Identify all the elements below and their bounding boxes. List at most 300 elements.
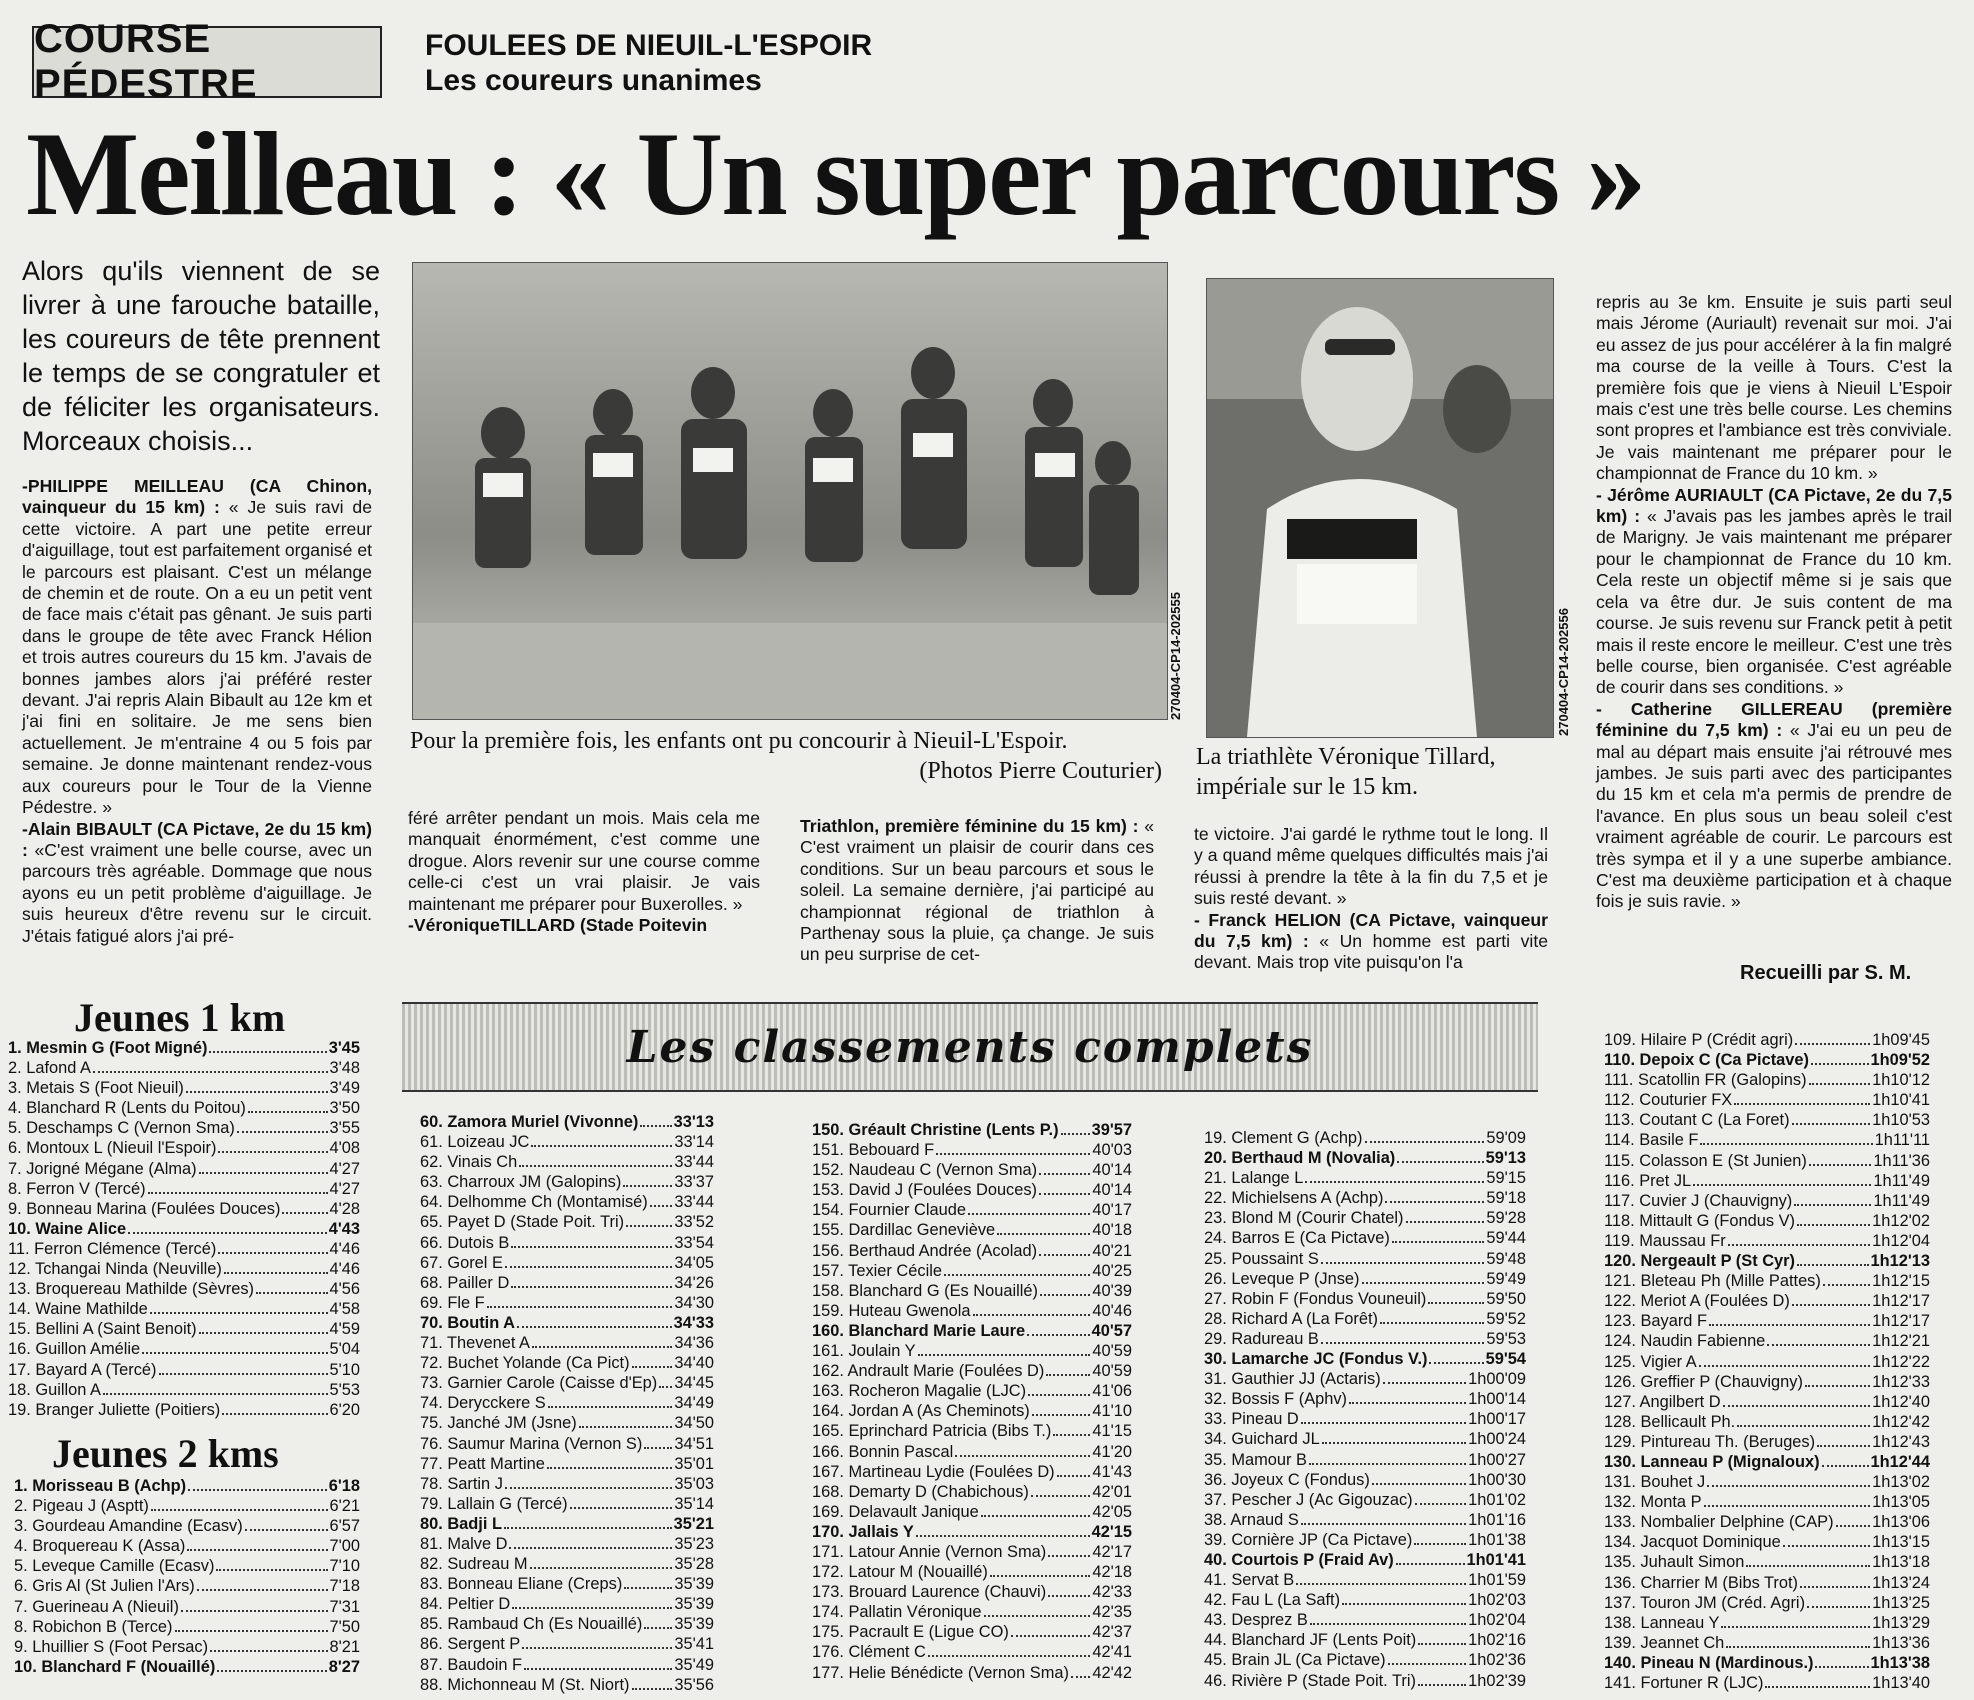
result-row [1204, 1590, 1526, 1610]
result-name: 1. Mesmin G (Foot Migné) [8, 1039, 208, 1057]
result-time: 3'49 [329, 1079, 360, 1098]
result-time: 59'54 [1485, 1350, 1526, 1369]
leader-dots [216, 1556, 327, 1571]
quote-meilleau: -PHILIPPE MEILLEAU (CA Chinon, vainqueur du 15 km) : « Je suis ravi de cette victoire. A part une petite erreur d'aiguillage, tout est parfaitement organisé et le parcours est plaisant. C'est un mélange de chemin et de route. On a eu un petit vent de face mais c'était pas gênant. Je suis parti dans le groupe de tête avec Franck Hélion et trois autres coureurs du 15 km. J'avais de bonnes jambes alors j'ai préféré rester devant. J'ai repris Alain Bibault au 12e km et j'ai fini en solitaire. Je me sens bien actuellement. Je m'entraine 4 ou 5 fois par semaine. Je donne maintenant rendez-vous aux coureurs pour le Tour de la Vienne Pédestre. » [22, 476, 372, 818]
leader-dots [632, 1675, 673, 1690]
result-name: 88. Michonneau M (St. Niort) [420, 1675, 630, 1694]
result-row [8, 1259, 360, 1279]
result-time: 1h13'18 [1872, 1553, 1930, 1572]
result-time: 40'21 [1092, 1241, 1132, 1260]
result-row [812, 1421, 1132, 1441]
result-name: 71. Thevenet A [420, 1334, 530, 1353]
result-time: 1h13'02 [1872, 1473, 1930, 1492]
leader-dots [548, 1393, 673, 1408]
result-time: 1h00'24 [1468, 1430, 1526, 1449]
result-row [8, 1239, 360, 1259]
result-row [1604, 1593, 1930, 1613]
result-name: 11. Ferron Clémence (Tercé) [8, 1239, 217, 1258]
leader-dots [199, 1159, 328, 1174]
result-time: 34'05 [674, 1253, 714, 1272]
leader-dots [210, 1637, 327, 1652]
result-row [1604, 1352, 1930, 1372]
leader-dots [197, 1576, 328, 1591]
result-time: 6'57 [329, 1517, 360, 1536]
result-row [420, 1454, 714, 1474]
result-time: 7'18 [329, 1577, 360, 1596]
result-row [420, 1413, 714, 1433]
result-row [1204, 1208, 1526, 1228]
result-name: 72. Buchet Yolande (Ca Pict) [420, 1354, 630, 1373]
result-row [420, 1634, 714, 1654]
result-row [1204, 1429, 1526, 1449]
result-time: 40'14 [1092, 1161, 1132, 1180]
leader-dots [626, 1212, 672, 1227]
result-row [1604, 1633, 1930, 1653]
result-row [1204, 1630, 1526, 1650]
photo-2-caption: La triathlète Véronique Tillard, impériale sur le 15 km. [1196, 744, 1496, 800]
result-row [1204, 1249, 1526, 1269]
result-name: 174. Pallatin Véronique [812, 1603, 982, 1622]
result-name: 23. Blond M (Courir Chatel) [1204, 1209, 1404, 1228]
result-name: 84. Peltier D [420, 1595, 511, 1614]
result-row [1204, 1128, 1526, 1148]
result-row [1604, 1613, 1930, 1633]
result-row [812, 1220, 1132, 1240]
result-row [1204, 1470, 1526, 1490]
result-time: 33'14 [674, 1133, 714, 1152]
result-name: 64. Delhomme Ch (Montamisé) [420, 1193, 648, 1212]
result-row [420, 1393, 714, 1413]
result-name: 44. Blanchard JF (Lents Poit) [1204, 1631, 1417, 1650]
result-row [1604, 1472, 1930, 1492]
result-time: 4'59 [329, 1320, 360, 1339]
leader-dots [981, 1502, 1091, 1517]
result-name: 133. Nombalier Delphine (CAP) [1604, 1513, 1834, 1532]
leader-dots [1380, 1309, 1484, 1324]
result-name: 8. Ferron V (Tercé) [8, 1179, 146, 1198]
results-title-jeunes-1km: Jeunes 1 km [74, 995, 286, 1040]
result-row [1604, 1452, 1930, 1472]
leader-dots [916, 1522, 1090, 1537]
result-row [1604, 1291, 1930, 1311]
leader-dots [218, 1138, 327, 1153]
result-time: 4'27 [329, 1159, 360, 1178]
result-name: 27. Robin F (Fondus Vouneuil) [1204, 1289, 1427, 1308]
result-row [420, 1373, 714, 1393]
result-time: 42'33 [1092, 1583, 1132, 1602]
leader-dots [509, 1534, 672, 1549]
result-name: 25. Poussaint S [1204, 1249, 1319, 1268]
result-time: 34'51 [674, 1434, 714, 1453]
result-name: 40. Courtois P (Fraid Av) [1204, 1550, 1394, 1569]
result-time: 1h12'13 [1870, 1252, 1930, 1271]
result-name: 66. Dutois B [420, 1233, 510, 1252]
result-time: 41'20 [1092, 1442, 1132, 1461]
result-name: 35. Mamour B [1204, 1450, 1307, 1469]
result-time: 34'45 [674, 1374, 714, 1393]
article-column-5: repris au 3e km. Ensuite je suis parti seul mais Jérome (Auriault) revenait sur moi. J'ai eu assez de jus pour accélérer à la fin malgré ma course de la veille à Tours. C'est la première fois que je viens à Nieuil L'Espoir mais c'est une très belle course. Les chemins sont propres et l'ambiance est très conviviale. Je vais maintenant me préparer pour le championnat de France du 10 km. » - Jérôme AURIAULT (CA Pictave, 2e du 7,5 km) : « J'avais pas les jambes après le trail de Marigny. Je vais maintenant me préparer pour le championnat de France du 10 km. Cela reste un objectif même si je sais que cela va être dur. Je suis content de ma course. Je suis revenu sur Franck petit à petit mais il reste encore le meilleur. C'est une très belle course, bien organisée. C'est agréable de courir dans ses conditions. » - Catherine GILLEREAU (première féminine du 7,5 km) : « J'ai eu un peu de mal au départ mais ensuite j'ai rétrouvé mes jambes. Je suis parti avec des participantes du 15 km et cela m'a permis de prendre de l'avance. En plus sous un beau soleil c'est vraiment agréable de courir. Le parcours est très sympa et il y a une superbe ambiance. C'est ma deuxième participation et à chaque fois je suis ravie. » [1596, 292, 1952, 912]
result-name: 4. Broquereau K (Assa) [14, 1537, 186, 1556]
result-row [420, 1253, 714, 1273]
article-column-4: te victoire. J'ai gardé le rythme tout le long. Il y a quand même quelques difficultés mais j'ai réussi à prendre la tête à la fin du 7,5 et je suis resté devant. » - Franck HELION (CA Pictave, vainqueur du 7,5 km) : « Un homme est parti vite devant. Mais trop vite puisqu'on l'a [1194, 824, 1549, 973]
result-name: 1. Morisseau B (Achp) [14, 1477, 187, 1495]
result-name: 85. Rambaud Ch (Es Nouaillé) [420, 1615, 643, 1634]
leader-dots [148, 1179, 328, 1194]
leader-dots [1061, 1120, 1090, 1135]
signature: Recueilli par S. M. [1740, 962, 1912, 984]
result-name: 67. Gorel E [420, 1253, 503, 1272]
leader-dots [517, 1313, 672, 1328]
results-banner: Les classements complets [402, 1002, 1538, 1092]
result-time: 59'13 [1485, 1149, 1526, 1168]
result-row [8, 1279, 360, 1299]
photo-1-reference: 270404-CP14-202555 [1168, 592, 1183, 720]
signature-tillard: -VéroniqueTILLARD (Stade Poitevin [408, 915, 708, 936]
result-name: 68. Pailler D [420, 1273, 510, 1292]
leader-dots [1039, 1180, 1090, 1195]
leader-dots [237, 1118, 328, 1133]
leader-dots [944, 1261, 1090, 1276]
leader-dots [1415, 1490, 1467, 1505]
result-name: 37. Pescher J (Ac Gigouzac) [1204, 1490, 1413, 1509]
result-name: 19. Clement G (Achp) [1204, 1129, 1363, 1147]
result-name: 113. Coutant C (La Foret) [1604, 1111, 1790, 1130]
section-label: COURSE PÉDESTRE [32, 26, 382, 98]
result-name: 17. Bayard A (Tercé) [8, 1360, 157, 1379]
leader-dots [530, 1554, 673, 1569]
result-row [1604, 1512, 1930, 1532]
result-row [1204, 1550, 1526, 1570]
leader-dots [150, 1299, 328, 1314]
leader-dots [1388, 1650, 1467, 1665]
leader-dots [936, 1140, 1090, 1155]
leader-dots [512, 1594, 672, 1609]
result-time: 1h01'41 [1466, 1550, 1526, 1569]
leader-dots [217, 1657, 326, 1672]
result-time: 34'36 [674, 1334, 714, 1353]
result-time: 1h01'02 [1468, 1490, 1526, 1509]
result-time: 1h12'33 [1872, 1372, 1930, 1391]
result-row [1204, 1188, 1526, 1208]
leader-dots [1709, 1311, 1870, 1326]
result-name: 116. Pret JL [1604, 1171, 1692, 1190]
result-time: 59'44 [1486, 1229, 1526, 1248]
result-time: 35'39 [674, 1615, 714, 1634]
result-row [1604, 1532, 1930, 1552]
result-name: 78. Sartin J [420, 1474, 503, 1493]
result-name: 128. Bellicault Ph. [1604, 1412, 1736, 1431]
result-time: 4'27 [329, 1179, 360, 1198]
result-row [14, 1516, 360, 1536]
result-row [8, 1199, 360, 1219]
leader-dots [1362, 1269, 1485, 1284]
result-time: 1h12'22 [1872, 1352, 1930, 1371]
result-name: 36. Joyeux C (Fondus) [1204, 1470, 1370, 1489]
result-name: 138. Lanneau Y [1604, 1613, 1720, 1632]
result-row [420, 1313, 714, 1333]
results-column-2 [420, 1112, 714, 1695]
result-row [812, 1241, 1132, 1261]
result-time: 1h13'24 [1872, 1573, 1930, 1592]
result-time: 39'57 [1091, 1121, 1132, 1139]
leader-dots [997, 1220, 1090, 1235]
leader-dots [1728, 1231, 1870, 1246]
result-row [420, 1192, 714, 1212]
result-row [8, 1138, 360, 1158]
result-time: 1h02'39 [1468, 1671, 1526, 1690]
result-time: 1h13'06 [1872, 1513, 1930, 1532]
result-row [1604, 1050, 1930, 1070]
result-time: 35'23 [674, 1534, 714, 1553]
leader-dots [175, 1617, 328, 1632]
result-row [812, 1482, 1132, 1502]
result-row [1204, 1289, 1526, 1309]
result-time: 4'58 [329, 1300, 360, 1319]
result-row [812, 1140, 1132, 1160]
result-row [420, 1534, 714, 1554]
result-time: 1h12'17 [1872, 1292, 1930, 1311]
result-row [812, 1321, 1132, 1341]
result-row [1604, 1673, 1930, 1693]
kicker-line-1: FOULEES DE NIEUIL-L'ESPOIR [425, 29, 873, 62]
result-time: 1h13'29 [1872, 1613, 1930, 1632]
result-row [812, 1502, 1132, 1522]
leader-dots [1693, 1171, 1871, 1186]
leader-dots [1746, 1552, 1870, 1567]
result-time: 59'52 [1486, 1309, 1526, 1328]
leader-dots [1767, 1331, 1870, 1346]
result-name: 127. Angilbert D [1604, 1392, 1721, 1411]
result-time: 40'59 [1092, 1342, 1132, 1361]
result-name: 38. Arnaud S [1204, 1510, 1299, 1529]
result-row [8, 1179, 360, 1199]
result-row [8, 1159, 360, 1179]
leader-dots [1027, 1321, 1089, 1336]
result-name: 112. Couturier FX [1604, 1091, 1733, 1110]
result-row [1204, 1490, 1526, 1510]
result-time: 4'08 [329, 1139, 360, 1158]
result-row [812, 1522, 1132, 1542]
result-row [420, 1675, 714, 1695]
result-time: 35'14 [674, 1494, 714, 1513]
leader-dots [990, 1562, 1091, 1577]
result-name: 173. Brouard Laurence (Chauvi) [812, 1583, 1047, 1602]
leader-dots [1406, 1208, 1485, 1223]
result-time: 1h12'15 [1872, 1272, 1930, 1291]
result-row [1604, 1130, 1930, 1150]
result-name: 115. Colasson E (St Junien) [1604, 1151, 1807, 1170]
result-time: 1h13'38 [1870, 1653, 1930, 1672]
result-time: 1h12'04 [1872, 1231, 1930, 1250]
leader-dots [1071, 1663, 1090, 1678]
leader-dots [1053, 1421, 1090, 1436]
leader-dots [1301, 1409, 1466, 1424]
result-name: 130. Lanneau P (Mignaloux) [1604, 1452, 1820, 1471]
result-name: 151. Bebouard F [812, 1141, 935, 1160]
leader-dots [1039, 1241, 1090, 1256]
result-time: 40'25 [1092, 1261, 1132, 1280]
leader-dots [1301, 1510, 1466, 1525]
result-row [420, 1273, 714, 1293]
result-time: 42'18 [1092, 1563, 1132, 1582]
result-row [1204, 1148, 1526, 1168]
photo-1-caption: Pour la première fois, les enfants ont pu concourir à Nieuil-L'Espoir. (Photos Pierre Couturier) [410, 728, 1162, 784]
leader-dots [1811, 1050, 1869, 1065]
result-name: 109. Hilaire P (Crédit agri) [1604, 1031, 1794, 1049]
result-time: 3'48 [329, 1059, 360, 1078]
leader-dots [1385, 1188, 1484, 1203]
results-column-4 [1204, 1128, 1526, 1691]
result-time: 40'46 [1092, 1301, 1132, 1320]
photo-children-image [413, 263, 1167, 719]
result-time: 4'28 [329, 1199, 360, 1218]
result-name: 76. Saumur Marina (Vernon S) [420, 1434, 643, 1453]
result-time: 1h02'03 [1468, 1591, 1526, 1610]
result-time: 1h01'16 [1468, 1510, 1526, 1529]
result-name: 176. Clément C [812, 1643, 926, 1662]
result-row [1204, 1389, 1526, 1409]
result-name: 34. Guichard JL [1204, 1430, 1320, 1449]
leader-dots [1822, 1452, 1869, 1467]
result-row [812, 1602, 1132, 1622]
result-name: 157. Texier Cécile [812, 1261, 942, 1280]
result-time: 1h02'16 [1468, 1631, 1526, 1650]
result-row [812, 1120, 1132, 1140]
result-name: 77. Peatt Martine [420, 1454, 545, 1473]
result-time: 1h09'52 [1870, 1051, 1930, 1070]
result-name: 153. David J (Foulées Douces) [812, 1181, 1038, 1200]
result-row [1204, 1671, 1526, 1691]
leader-dots [1048, 1542, 1090, 1557]
result-name: 6. Gris Al (St Julien l'Ars) [14, 1577, 195, 1596]
leader-dots [1815, 1653, 1868, 1668]
result-row [420, 1655, 714, 1675]
result-name: 111. Scatollin FR (Galopins) [1604, 1071, 1807, 1090]
result-row [812, 1401, 1132, 1421]
result-name: 26. Leveque P (Jnse) [1204, 1269, 1360, 1288]
result-time: 1h01'38 [1468, 1530, 1526, 1549]
result-row [420, 1333, 714, 1353]
result-name: 14. Waine Mathilde [8, 1300, 148, 1319]
result-name: 62. Vinais Ch [420, 1153, 518, 1172]
result-time: 5'53 [329, 1380, 360, 1399]
leader-dots [1418, 1630, 1466, 1645]
result-row [1604, 1110, 1930, 1130]
leader-dots [1792, 1110, 1871, 1125]
leader-dots [1805, 1372, 1870, 1387]
result-name: 16. Guillon Amélie [8, 1340, 141, 1359]
result-time: 33'44 [674, 1153, 714, 1172]
result-time: 41'10 [1092, 1402, 1132, 1421]
result-name: 170. Jallais Y [812, 1522, 914, 1541]
result-time: 1h12'44 [1870, 1452, 1930, 1471]
result-row [1604, 1171, 1930, 1191]
result-row [1604, 1070, 1930, 1090]
leader-dots [570, 1494, 673, 1509]
result-name: 30. Lamarche JC (Fondus V.) [1204, 1350, 1428, 1369]
result-row [812, 1301, 1132, 1321]
leader-dots [1365, 1128, 1485, 1143]
result-row [812, 1642, 1132, 1662]
result-row [8, 1339, 360, 1359]
result-row [1204, 1610, 1526, 1630]
quote-gillereau: - Catherine GILLEREAU (première féminine du 7,5 km) : « J'ai eu un peu de mal au départ mais ensuite j'ai rétrouvé mes jambes. Je suis parti avec des participantes du 15 km et cela m'a permis de prendre de l'avance. En plus sous un beau soleil c'est vraiment agréable de courir. Le parcours est très sympa et il y a une superbe ambiance. C'est ma deuxième participation et à chaque fois je suis ravie. » [1596, 698, 1952, 912]
result-row [1604, 1151, 1930, 1171]
result-name: 117. Cuvier J (Chauvigny) [1604, 1191, 1793, 1210]
result-row [420, 1434, 714, 1454]
result-row [8, 1400, 360, 1420]
result-time: 1h13'05 [1872, 1493, 1930, 1512]
result-row [420, 1353, 714, 1373]
leader-dots [218, 1239, 327, 1254]
photo-children-start [412, 262, 1168, 720]
leader-dots [1321, 1249, 1485, 1264]
result-row [812, 1381, 1132, 1401]
result-name: 28. Richard A (La Forêt) [1204, 1309, 1379, 1328]
result-time: 59'49 [1486, 1269, 1526, 1288]
result-time: 1h00'17 [1468, 1410, 1526, 1429]
leader-dots [1392, 1228, 1485, 1243]
result-time: 33'44 [674, 1193, 714, 1212]
leader-dots [1792, 1291, 1870, 1306]
leader-dots [504, 1514, 672, 1529]
result-time: 1h12'17 [1872, 1312, 1930, 1331]
leader-dots [1700, 1130, 1872, 1145]
leader-dots [142, 1339, 327, 1354]
result-name: 6. Montoux L (Nieuil l'Espoir) [8, 1139, 217, 1158]
result-row [1204, 1570, 1526, 1590]
result-row [1604, 1311, 1930, 1331]
result-row [812, 1542, 1132, 1562]
result-time: 4'43 [328, 1219, 360, 1238]
result-time: 59'48 [1486, 1249, 1526, 1268]
leader-dots [918, 1341, 1091, 1356]
quote-helion: - Franck HELION (CA Pictave, vainqueur du 7,5 km) : « Un homme est parti vite devant. Mais trop vite puisqu'on l'a [1194, 909, 1549, 973]
result-name: 5. Deschamps C (Vernon Sma) [8, 1119, 235, 1138]
leader-dots [547, 1454, 673, 1469]
leader-dots [968, 1200, 1090, 1215]
photo-2-reference: 270404-CP14-202556 [1556, 608, 1571, 736]
result-row [1604, 1030, 1930, 1050]
leader-dots [1704, 1492, 1871, 1507]
leader-dots [1836, 1512, 1871, 1527]
result-row [1204, 1510, 1526, 1530]
result-row [420, 1574, 714, 1594]
result-name: 18. Guillon A [8, 1380, 101, 1399]
result-name: 81. Malve D [420, 1534, 508, 1553]
result-name: 21. Lalange L [1204, 1169, 1304, 1188]
result-row [420, 1494, 714, 1514]
article-column-1 [22, 476, 372, 947]
result-time: 7'31 [329, 1597, 360, 1616]
result-row [14, 1637, 360, 1657]
result-name: 83. Bonneau Eliane (Creps) [420, 1575, 623, 1594]
result-time: 34'49 [674, 1394, 714, 1413]
result-time: 35'28 [674, 1555, 714, 1574]
result-row [1604, 1432, 1930, 1452]
result-name: 169. Delavault Janique [812, 1502, 979, 1521]
article-column-3: Triathlon, première féminine du 15 km) : « C'est vraiment un plaisir de courir dans ces conditions. Sur un beau parcours et sous le soleil. La semaine dernière, j'ai participé au championnat régional de triathlon à Parthenay sous la pluie, ça change. Je suis un peu surprise de cet- [800, 816, 1154, 965]
leader-dots [531, 1132, 672, 1147]
result-time: 35'03 [674, 1474, 714, 1493]
result-time: 34'30 [674, 1293, 714, 1312]
result-time: 1h11'49 [1873, 1191, 1930, 1210]
result-name: 2. Pigeau J (Asptt) [14, 1497, 149, 1516]
result-time: 1h12'40 [1872, 1392, 1930, 1411]
result-name: 136. Charrier M (Bibs Trot) [1604, 1573, 1799, 1592]
leader-dots [1721, 1613, 1870, 1628]
result-name: 39. Cornière JP (Ca Pictave) [1204, 1530, 1413, 1549]
